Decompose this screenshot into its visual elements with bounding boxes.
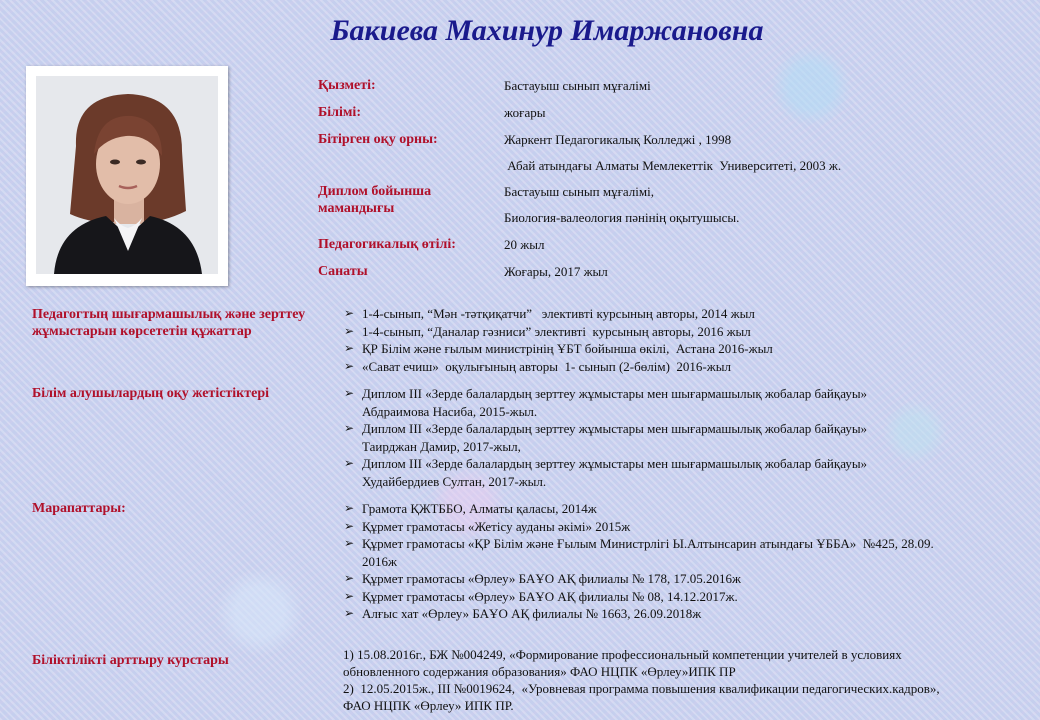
specialty-value-1: Бастауыш сынып мұғалімі, — [504, 184, 654, 199]
category-label: Санаты — [318, 264, 368, 279]
category-value: Жоғары, 2017 жыл — [504, 264, 608, 279]
course-line: обновленного содержания образования» ФАО НЦПК «Өрлеу»ИПК ПР — [343, 664, 736, 679]
list-item: ➢ 1-4-сынып, “Даналар гәзниси” элективті курсының авторы, 2016 жыл — [344, 323, 1024, 341]
list-item: ➢ Құрмет грамотасы «ҚР Білім және Ғылым Министрлігі Ы.Алтынсарин атындағы ҰББА» №425, 28.09. 2016ж — [344, 535, 1024, 570]
graduated-label: Бітірген оқу орны: — [318, 132, 438, 147]
specialty-value-2: Биология-валеология пәнінің оқытушысы. — [504, 210, 740, 225]
page-title: Бакиева Махинур Имаржановна — [330, 14, 764, 47]
education-label: Білімі: — [318, 105, 361, 120]
experience-value: 20 жыл — [504, 237, 545, 252]
achievements-label: Білім алушылардың оқу жетістіктері — [32, 386, 270, 401]
list-item: ➢ «Сават ечиш» оқулығының авторы 1- сынып (2-бөлім) 2016-жыл — [344, 358, 1024, 376]
list-item: ➢ Алғыс хат «Өрлеу» БАҰО АҚ филиалы № 1663, 26.09.2018ж — [344, 605, 1024, 623]
course-line: 2) 12.05.2015ж., ІІІ №0019624, «Уровневая программа повышения квалификации педагогических.кадров», — [343, 681, 940, 696]
list-item: ➢ ҚР Білім және ғылым министрінің ҰБТ бойынша өкілі, Астана 2016-жыл — [344, 340, 1024, 358]
specialty-label: Диплом бойынша мамандығы — [318, 184, 432, 216]
courses-label: Біліктілікті арттыру курстары — [32, 653, 229, 668]
list-item: ➢ 1-4-сынып, “Мән -тәтқиқатчи” элективті курсының авторы, 2014 жыл — [344, 305, 1024, 323]
list-item: ➢ Диплом ІІІ «Зерде балалардың зерттеу жұмыстары мен шығармашылық жобалар байқауы» Таирджан Дамир, 2017-жыл, — [344, 420, 1024, 455]
awards-list — [344, 500, 1024, 623]
list-item: ➢ Диплом ІІІ «Зерде балалардың зерттеу жұмыстары мен шығармашылық жобалар байқауы» Худайбердиев Султан, 2017-жыл. — [344, 455, 1024, 490]
graduated-value-2: Абай атындағы Алматы Мемлекеттік Университеті, 2003 ж. — [504, 158, 842, 173]
portrait-figure-icon — [36, 76, 218, 274]
portrait-photo — [36, 76, 218, 274]
experience-label: Педагогикалық өтілі: — [318, 237, 456, 252]
courses-text — [343, 646, 1023, 714]
portrait-photo-frame — [26, 66, 228, 286]
list-item: ➢ Құрмет грамотасы «Өрлеу» БАҰО АҚ филиалы № 178, 17.05.2016ж — [344, 570, 1024, 588]
course-line: ФАО НЦПК «Өрлеу» ИПК ПР. — [343, 698, 514, 713]
list-item: ➢ Диплом ІІІ «Зерде балалардың зерттеу жұмыстары мен шығармашылық жобалар байқауы» Абдраимова Насиба, 2015-жыл. — [344, 385, 1024, 420]
list-item: ➢ Құрмет грамотасы «Жетісу ауданы әкімі» 2015ж — [344, 518, 1024, 536]
position-label: Қызметі: — [318, 78, 376, 93]
research-label: Педагогтың шығармашылық және зерттеу жұмыстарын көрсететін құжаттар — [32, 307, 306, 339]
research-list — [344, 305, 1024, 375]
education-value: жоғары — [504, 105, 546, 120]
list-item: ➢ Құрмет грамотасы «Өрлеу» БАҰО АҚ филиалы № 08, 14.12.2017ж. — [344, 588, 1024, 606]
awards-label: Марапаттары: — [32, 501, 126, 516]
achievements-list — [344, 385, 1024, 490]
graduated-value-1: Жаркент Педагогикалық Колледжі , 1998 — [504, 132, 732, 147]
course-line: 1) 15.08.2016г., БЖ №004249, «Формирование профессиональный компетенции учителей в условиях — [343, 647, 902, 662]
position-value: Бастауыш сынып мұғалімі — [504, 78, 651, 93]
list-item: ➢ Грамота ҚЖТББО, Алматы қаласы, 2014ж — [344, 500, 1024, 518]
